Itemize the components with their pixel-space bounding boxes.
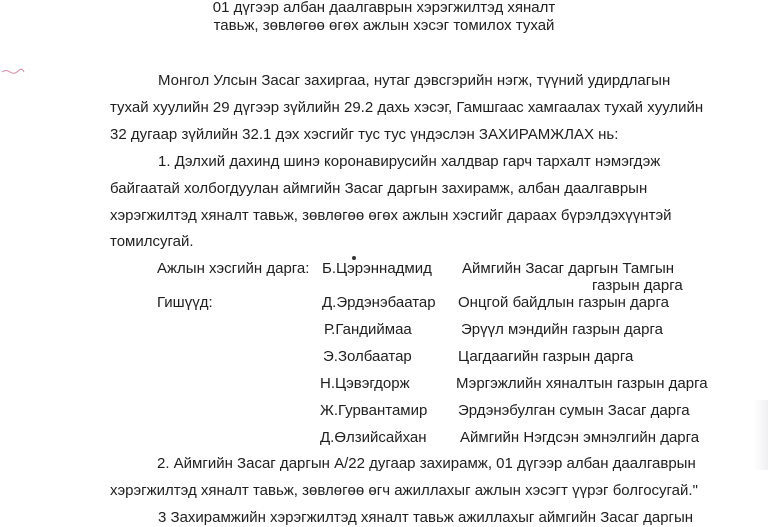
margin-stamp-mark [0,66,26,76]
member-name: Д.Өлзийсайхан [320,429,427,446]
member-name: Н.Цэвэгдорж [320,375,410,392]
item-3-line-1: 3 Захирамжийн хэрэгжилтэд хяналт тавьж ажиллахыг аймгийн Засаг даргын [158,509,694,526]
group-head-position-line-1: Аймгийн Засаг даргын Тамгын [462,260,675,277]
group-head-position-line-2: газрын дарга [592,277,683,294]
preamble-line-3: 32 дугаар зүйлийн 32.1 дэх хэсгийг тус тус үндэслэн ЗАХИРАМЖЛАХ нь: [110,126,619,143]
member-name: Д.Эрдэнэбаатар [322,294,436,311]
member-position: Эрдэнэбулган сумын Засаг дарга [458,402,690,419]
document-title-line-1: 01 дүгээр албан даалгаврын хэрэгжилтэд хяналт [212,0,556,16]
member-name: Ж.Гурвантамир [320,402,428,419]
item-2-line-1: 2. Аймгийн Засаг даргын А/22 дугаар захирамж, 01 дүгээр албан даалгаврын [157,455,696,472]
member-position: Мэргэжлийн хяналтын газрын дарга [456,375,708,392]
group-head-label: Ажлын хэсгийн дарга: [157,260,310,277]
member-position: Онцгой байдлын газрын дарга [458,294,669,311]
member-position: Аймгийн Нэгдсэн эмнэлгийн дарга [460,429,700,446]
document-title-line-2: тавьж, зөвлөгөө өгөх ажлын хэсэг томилох тухай [213,17,555,34]
item-1-line-3: хэрэгжилтэд хяналт тавьж, зөвлөгөө өгөх ажлын хэсгийг дараах бүрэлдэхүүнтэй [110,207,672,224]
group-head-name: Б.Цэрэннадмид [322,260,432,277]
member-position: Эрүүл мэндийн газрын дарга [461,321,663,338]
member-name: Р.Гандиймаа [324,321,412,338]
item-1-line-2: байгаатай холбогдуулан аймгийн Засаг даргын захирамж, албан даалгаврын [110,180,648,197]
group-members-label: Гишүүд: [157,294,213,311]
item-1-line-1: 1. Дэлхий дахинд шинэ коронавирусийн халдвар гарч тархалт нэмэгдэж [158,153,661,170]
member-name: Э.Золбаатар [323,348,412,365]
member-position: Цагдаагийн газрын дарга [458,348,634,365]
item-1-line-4: томилсугай. [110,233,194,250]
scan-edge-shadow [754,400,768,470]
preamble-line-1: Монгол Улсын Засаг захиргаа, нутаг дэвсгэрийн нэгж, түүний удирдлагын [158,72,671,89]
item-2-line-2: хэрэгжилтэд хяналт тавьж, зөвлөгөө өгч ажиллахыг ажлын хэсэгт үүрэг болгосугай." [110,482,698,499]
preamble-line-2: тухай хуулийн 29 дүгээр зүйлийн 29.2 дахь хэсэг, Гамшгаас хамгаалах тухай хуулийн [110,99,704,116]
ink-dot [352,256,356,260]
